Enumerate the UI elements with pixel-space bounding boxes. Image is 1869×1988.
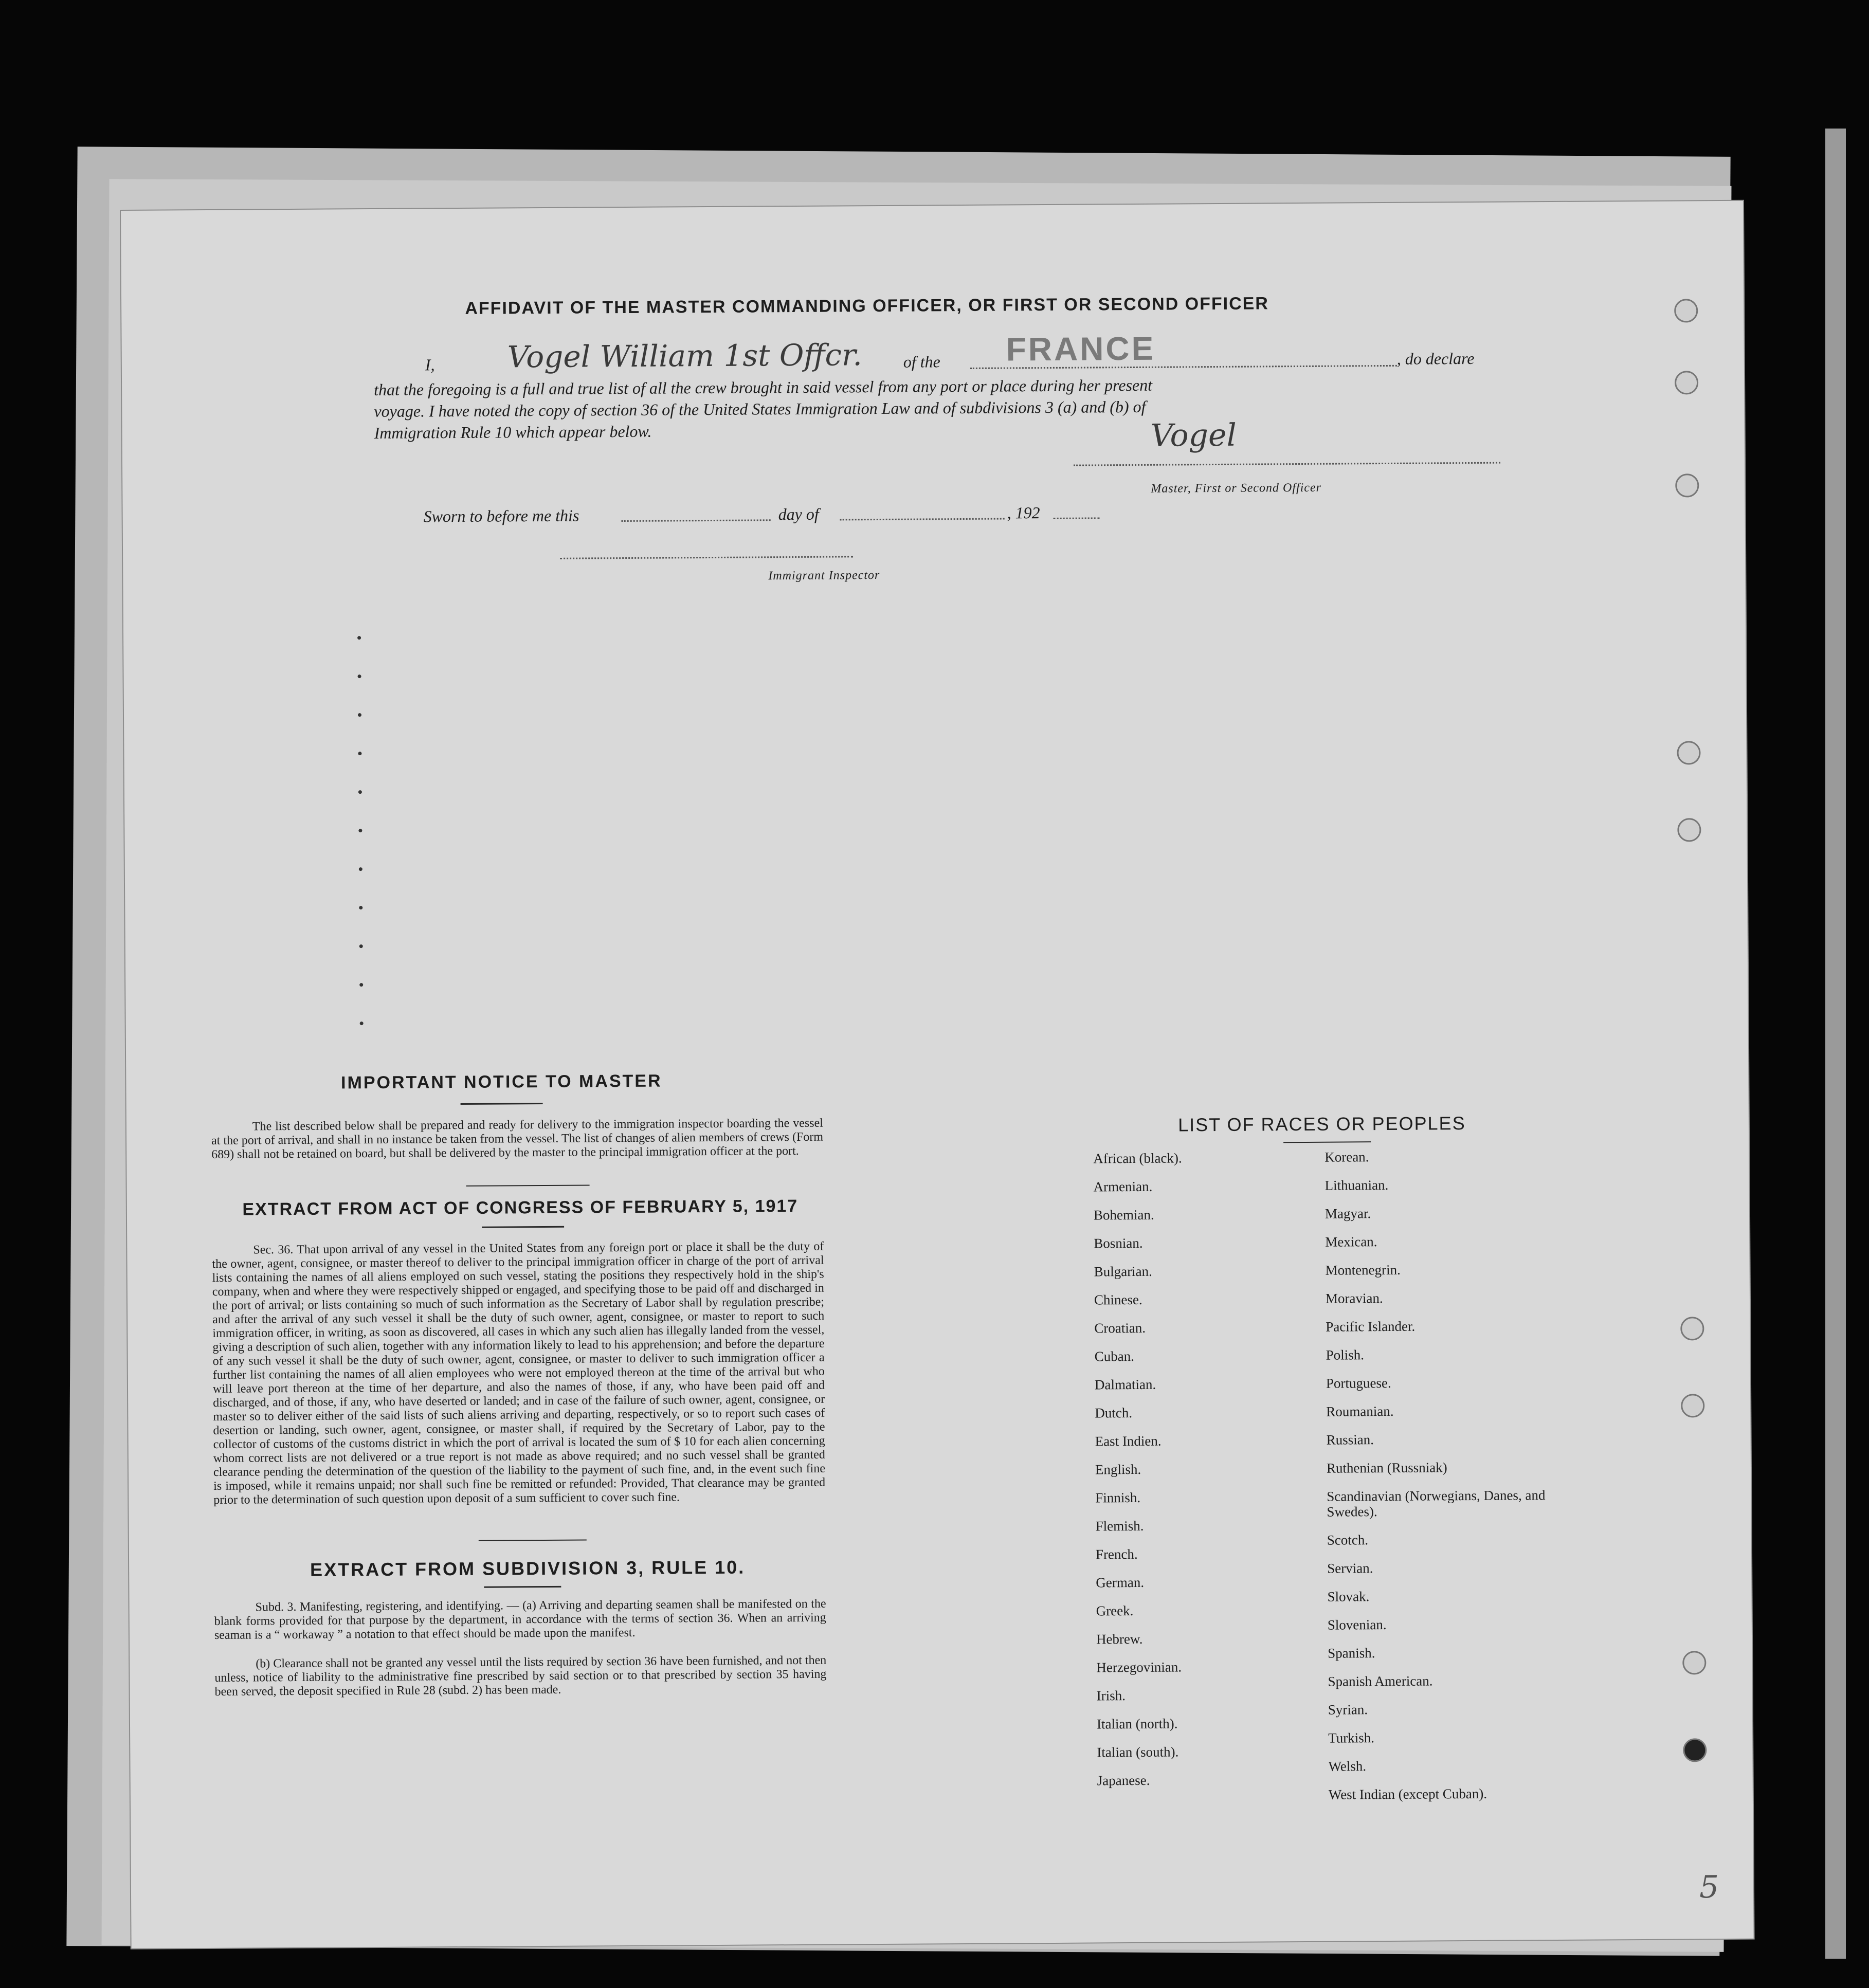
divider: [484, 1586, 561, 1588]
signature-line: [1074, 462, 1500, 466]
race-item: Slovenian.: [1327, 1617, 1387, 1633]
of-the-text: of the: [903, 352, 940, 371]
punch-hole: [1674, 299, 1698, 322]
race-item: Russian.: [1326, 1432, 1374, 1448]
race-item: Turkish.: [1328, 1730, 1375, 1746]
race-item: Irish.: [1096, 1688, 1126, 1704]
margin-dot: [358, 713, 361, 717]
margin-dot: [357, 636, 361, 640]
divider: [1283, 1141, 1371, 1143]
rule-extract-title: EXTRACT FROM SUBDIVISION 3, RULE 10.: [310, 1556, 746, 1580]
race-item: West Indian (except Cuban).: [1328, 1785, 1487, 1802]
margin-dot: [359, 944, 363, 948]
sworn-month-line: [840, 518, 1005, 521]
race-item: Scotch.: [1327, 1532, 1369, 1548]
sworn-year: , 192: [1007, 503, 1040, 522]
margin-dot: [359, 906, 362, 909]
race-item: Moravian.: [1325, 1290, 1383, 1306]
do-declare-text: , do declare: [1396, 349, 1475, 368]
rule-extract-para-a: Subd. 3. Manifesting, registering, and identifying. — (a) Arriving and departing seamen shall be manifested on the blank forms provided for that purpose by the department, in accordance with the terms of section 36. When an arriving seaman is a “ workaway ” a notation to that effect should be made upon the manifest.: [214, 1597, 826, 1642]
sworn-prefix: Sworn to before me this: [423, 506, 579, 526]
race-item: Korean.: [1324, 1149, 1369, 1165]
punch-hole: [1680, 1317, 1704, 1340]
race-item: Ruthenian (Russniak): [1326, 1460, 1447, 1476]
adjacent-page-strip: [1825, 129, 1846, 1959]
race-item: Roumanian.: [1326, 1403, 1394, 1419]
corner-page-mark: 5: [1699, 1869, 1719, 1906]
act-extract-title: EXTRACT FROM ACT OF CONGRESS OF FEBRUARY 5, 1917: [242, 1196, 799, 1219]
divider: [461, 1103, 543, 1105]
race-item: Dalmatian.: [1094, 1376, 1156, 1393]
race-item: Scandinavian (Norwegians, Danes, and Swedes).: [1327, 1487, 1546, 1520]
race-item: Slovak.: [1327, 1589, 1370, 1604]
act-extract-text: Sec. 36. That upon arrival of any vessel in the United States from any foreign port or place it shall be the duty of the owner, agent, consignee, or master thereof to deliver to the principal immigration officer in charge of the port of arrival lists containing the names of all aliens employed on such vessel, stating the positions they respectively hold in the ship's company, when and where they were respectively shipped or engaged, and specifying those to be paid off and discharged in the port of arrival; or lists containing so much of such information as the Secretary of Labor shall by regulation prescribe; and after the arrival of any such vessel it shall be the duty of such owner, agent, consignee, or master to report to such immigration officer, in writing, as soon as discovered, all cases in which any such alien has illegally landed from the vessel, giving a description of such alien, together with any information likely to lead to his apprehension; and before the departure of any such vessel it shall be the duty of such owner, agent, consignee, or master to deliver to such immigration officer a further list containing the names of all alien employees who were not employed thereon at the time of the arrival but who will leave port thereon at the time of her departure, and also the names of those, if any, who have been paid off and discharged, and of those, if any, who have deserted or landed; and in case of the failure of such owner, agent, consignee, or master so to deliver either of the said lists of such aliens arriving and departing, respectively, or so to report such cases of desertion or landing, such owner, agent, consignee, or master shall, if required by the Secretary of Labor, pay to the collector of customs of the customs district in which the port of arrival is located the sum of $ 10 for each alien concerning whom correct lists are not delivered or a true report is not made as above required; and no such vessel shall be granted clearance pending the determination of the question of the liability to the payment of such fine, and, in the event such fine is imposed, while it remains unpaid; nor shall such fine be remitted or refunded: Provided, That clearance may be granted prior to the determination of such question upon deposit of a sum sufficient to cover such fine.: [212, 1239, 826, 1507]
race-item: Croatian.: [1094, 1320, 1146, 1336]
affidavit-body: [374, 372, 1500, 444]
margin-dot: [358, 829, 362, 832]
races-title: LIST OF RACES OR PEOPLES: [1178, 1112, 1466, 1136]
punch-hole: [1675, 371, 1698, 394]
affidavit-line: voyage. I have noted the copy of section 36 of the United States Immigration Law and of subdivisions 3 (a) and (b) of: [374, 397, 1146, 421]
divider: [482, 1226, 564, 1228]
affidavit-pronoun: I,: [425, 355, 435, 374]
race-item: French.: [1095, 1546, 1138, 1562]
punch-hole: [1675, 473, 1699, 497]
race-item: Bohemian.: [1093, 1207, 1154, 1223]
race-item: German.: [1096, 1574, 1145, 1591]
signature-caption: Master, First or Second Officer: [1151, 481, 1322, 496]
race-item: Mexican.: [1325, 1234, 1377, 1250]
race-item: Cuban.: [1094, 1348, 1134, 1364]
race-item: Portuguese.: [1326, 1375, 1391, 1391]
race-item: Bosnian.: [1094, 1235, 1143, 1251]
margin-dot: [358, 674, 361, 678]
punch-hole: [1677, 818, 1701, 842]
inspector-signature-line: [560, 556, 853, 559]
race-item: Herzegovinian.: [1096, 1659, 1182, 1675]
inspector-caption: Immigrant Inspector: [768, 568, 880, 583]
race-item: Spanish.: [1328, 1645, 1375, 1661]
margin-dot: [358, 790, 362, 794]
race-item: Armenian.: [1093, 1178, 1153, 1195]
race-item: Japanese.: [1097, 1772, 1150, 1789]
divider: [466, 1184, 590, 1186]
race-item: Finnish.: [1095, 1489, 1141, 1506]
race-item: Magyar.: [1324, 1206, 1371, 1221]
race-item: Servian.: [1327, 1560, 1373, 1576]
margin-dot: [359, 867, 362, 871]
race-item: Syrian.: [1328, 1702, 1368, 1718]
race-item: Italian (north).: [1096, 1716, 1178, 1732]
officer-signature: Vogel: [1150, 417, 1237, 454]
affidavit-page: [121, 201, 1754, 1948]
race-item: Italian (south).: [1097, 1744, 1179, 1760]
affidavit-line: that the foregoing is a full and true list of all the crew brought in said vessel from any port or place during her present: [374, 375, 1153, 399]
race-item: Welsh.: [1328, 1758, 1367, 1774]
race-item: Chinese.: [1094, 1291, 1142, 1308]
punch-hole: [1681, 1394, 1704, 1417]
sworn-year-line: [1054, 517, 1100, 519]
margin-dot: [358, 752, 361, 755]
sworn-day-line: [622, 519, 771, 522]
notice-title: IMPORTANT NOTICE TO MASTER: [340, 1071, 662, 1093]
race-item: Pacific Islander.: [1326, 1318, 1416, 1335]
race-item: Greek.: [1096, 1603, 1134, 1619]
race-item: Bulgarian.: [1094, 1263, 1152, 1280]
race-item: Dutch.: [1095, 1405, 1133, 1421]
punch-hole: [1683, 1738, 1707, 1762]
race-item: Spanish American.: [1328, 1673, 1433, 1689]
race-item: Lithuanian.: [1324, 1177, 1389, 1193]
affidavit-line: Immigration Rule 10 which appear below.: [374, 422, 652, 442]
punch-hole: [1677, 741, 1700, 764]
sworn-day-label: day of: [778, 504, 819, 524]
race-item: Polish.: [1326, 1347, 1365, 1363]
punch-hole: [1682, 1651, 1706, 1674]
master-name-handwritten: Vogel William 1st Offcr.: [507, 337, 863, 375]
race-item: Montenegrin.: [1325, 1262, 1401, 1278]
race-item: Hebrew.: [1096, 1631, 1143, 1647]
notice-text: The list described below shall be prepared and ready for delivery to the immigration inspector boarding the vessel at the port of arrival, and shall in no instance be taken from the vessel. The list of changes of alien members of crews (Form 689) shall not be retained on board, but shall be delivered by the master to the principal immigration officer at the port.: [211, 1116, 824, 1161]
race-item: Flemish.: [1095, 1518, 1144, 1534]
affidavit-title: AFFIDAVIT OF THE MASTER COMMANDING OFFICER, OR FIRST OR SECOND OFFICER: [465, 294, 1269, 318]
vessel-name-stamp: FRANCE: [1006, 330, 1156, 368]
margin-dot: [360, 1022, 364, 1025]
race-item: East Indien.: [1095, 1433, 1162, 1449]
rule-extract-para-b: (b) Clearance shall not be granted any vessel until the lists required by section 36 have been furnished, and not then unless, notice of liability to the administrative fine prescribed by said section or to that prescribed by section 35 having been served, the deposit specified in Rule 28 (subd. 2) has been made.: [214, 1653, 827, 1699]
race-item: African (black).: [1093, 1150, 1182, 1166]
margin-dot: [359, 983, 363, 987]
divider: [479, 1540, 587, 1541]
race-item: English.: [1095, 1461, 1141, 1478]
